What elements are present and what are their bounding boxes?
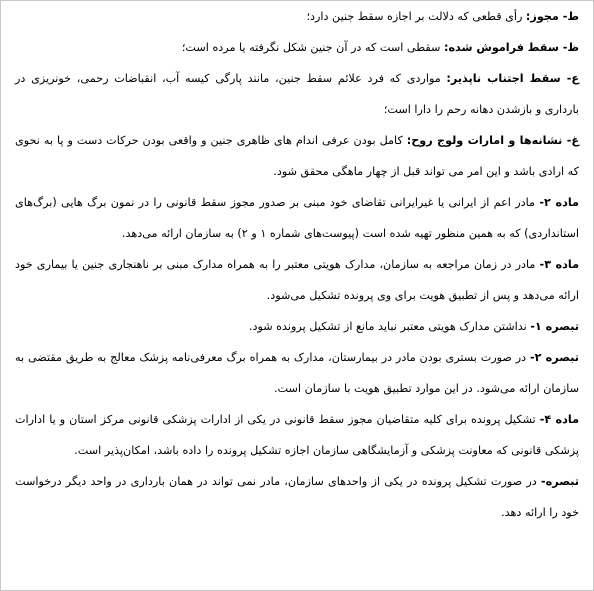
note-article-4: [15, 466, 579, 528]
paragraph-text: در صورت تشکیل پرونده در یکی از واحدهای سازمان، مادر نمی تواند در همان بارداری در واحد دیگر درخواست خود را ارائه دهد.: [15, 475, 579, 519]
article-3: [15, 249, 579, 311]
paragraph-term: ع- سقط اجتناب ناپذیر:: [446, 72, 579, 85]
paragraph-text: سقطی است که در آن جنین شکل نگرفته یا مرده است؛: [181, 41, 444, 54]
note-1: [15, 311, 579, 342]
definition-missed-abortion: [15, 32, 579, 63]
paragraph-text: در صورت بستری بودن مادر در بیمارستان، مدارک به همراه برگ معرفی‌نامه پزشک معالج به طریق مقتضی به سازمان ارائه می‌شود. در این موارد تطبیق هویت با سازمان است.: [15, 351, 579, 395]
paragraph-term: تبصره ۱-: [530, 320, 579, 333]
paragraph-term: ماده ۴-: [539, 413, 580, 426]
note-2: [15, 342, 579, 404]
paragraph-text: رأی قطعی که دلالت بر اجازه سقط جنین دارد؛: [306, 10, 526, 23]
paragraph-term: تبصره-: [541, 475, 579, 488]
paragraph-text: نداشتن مدارک هویتی معتبر نباید مانع از تشکیل پرونده شود.: [248, 320, 531, 333]
document-page: [15, 1, 579, 528]
paragraph-text: مادر اعم از ایرانی یا غیرایرانی تقاضای خود مبنی بر صدور مجوز سقط قانونی را در نمون برگ هایی (برگ‌های استانداردی) که به همین منظور تهیه شده است (پیوست‌های شماره ۱ و ۲) به سازمان ارائه می‌دهد.: [15, 196, 579, 240]
paragraph-term: غ- نشانه‌ها و امارات ولوج روح:: [406, 134, 579, 147]
paragraph-term: تبصره ۲-: [529, 351, 580, 364]
paragraph-term: ظ- سقط فراموش شده:: [443, 41, 579, 54]
paragraph-text: کامل بودن عرفی اندام های ظاهری جنین و واقعی بودن حرکات دست و پا به نحوی که ارادی باشد و این امر می تواند قبل از چهار ماهگی محقق شود.: [15, 134, 579, 178]
definition-permit: [15, 1, 579, 32]
article-2: [15, 187, 579, 249]
definition-ensoulment-signs: [15, 125, 579, 187]
definition-inevitable-abortion: [15, 63, 579, 125]
paragraph-term: ماده ۲-: [539, 196, 579, 209]
paragraph-text: تشکیل پرونده برای کلیه متقاضیان مجوز سقط قانونی در یکی از ادارات پزشکی قانونی مرکز استان و یا ادارات پزشکی قانونی که معاونت پزشکی و آزمایشگاهی سازمان اجازه تشکیل پرونده را داده باشد، امکان‌پذیر است.: [15, 413, 579, 457]
paragraph-term: ط- مجوز:: [525, 10, 579, 23]
paragraph-text: مواردی که فرد علائم سقط جنین، مانند پارگی کیسه آب، انقباضات رحمی، خونریزی در بارداری و بازشدن دهانه رحم را دارا است؛: [15, 72, 579, 116]
article-4: [15, 404, 579, 466]
paragraph-term: ماده ۳-: [539, 258, 579, 271]
paragraph-text: مادر در زمان مراجعه به سازمان، مدارک هویتی معتبر را به همراه مدارک مبنی بر ناهنجاری جنین یا بیماری خود ارائه می‌دهد و پس از تطبیق هویت برای وی پرونده تشکیل می‌شود.: [15, 258, 579, 302]
